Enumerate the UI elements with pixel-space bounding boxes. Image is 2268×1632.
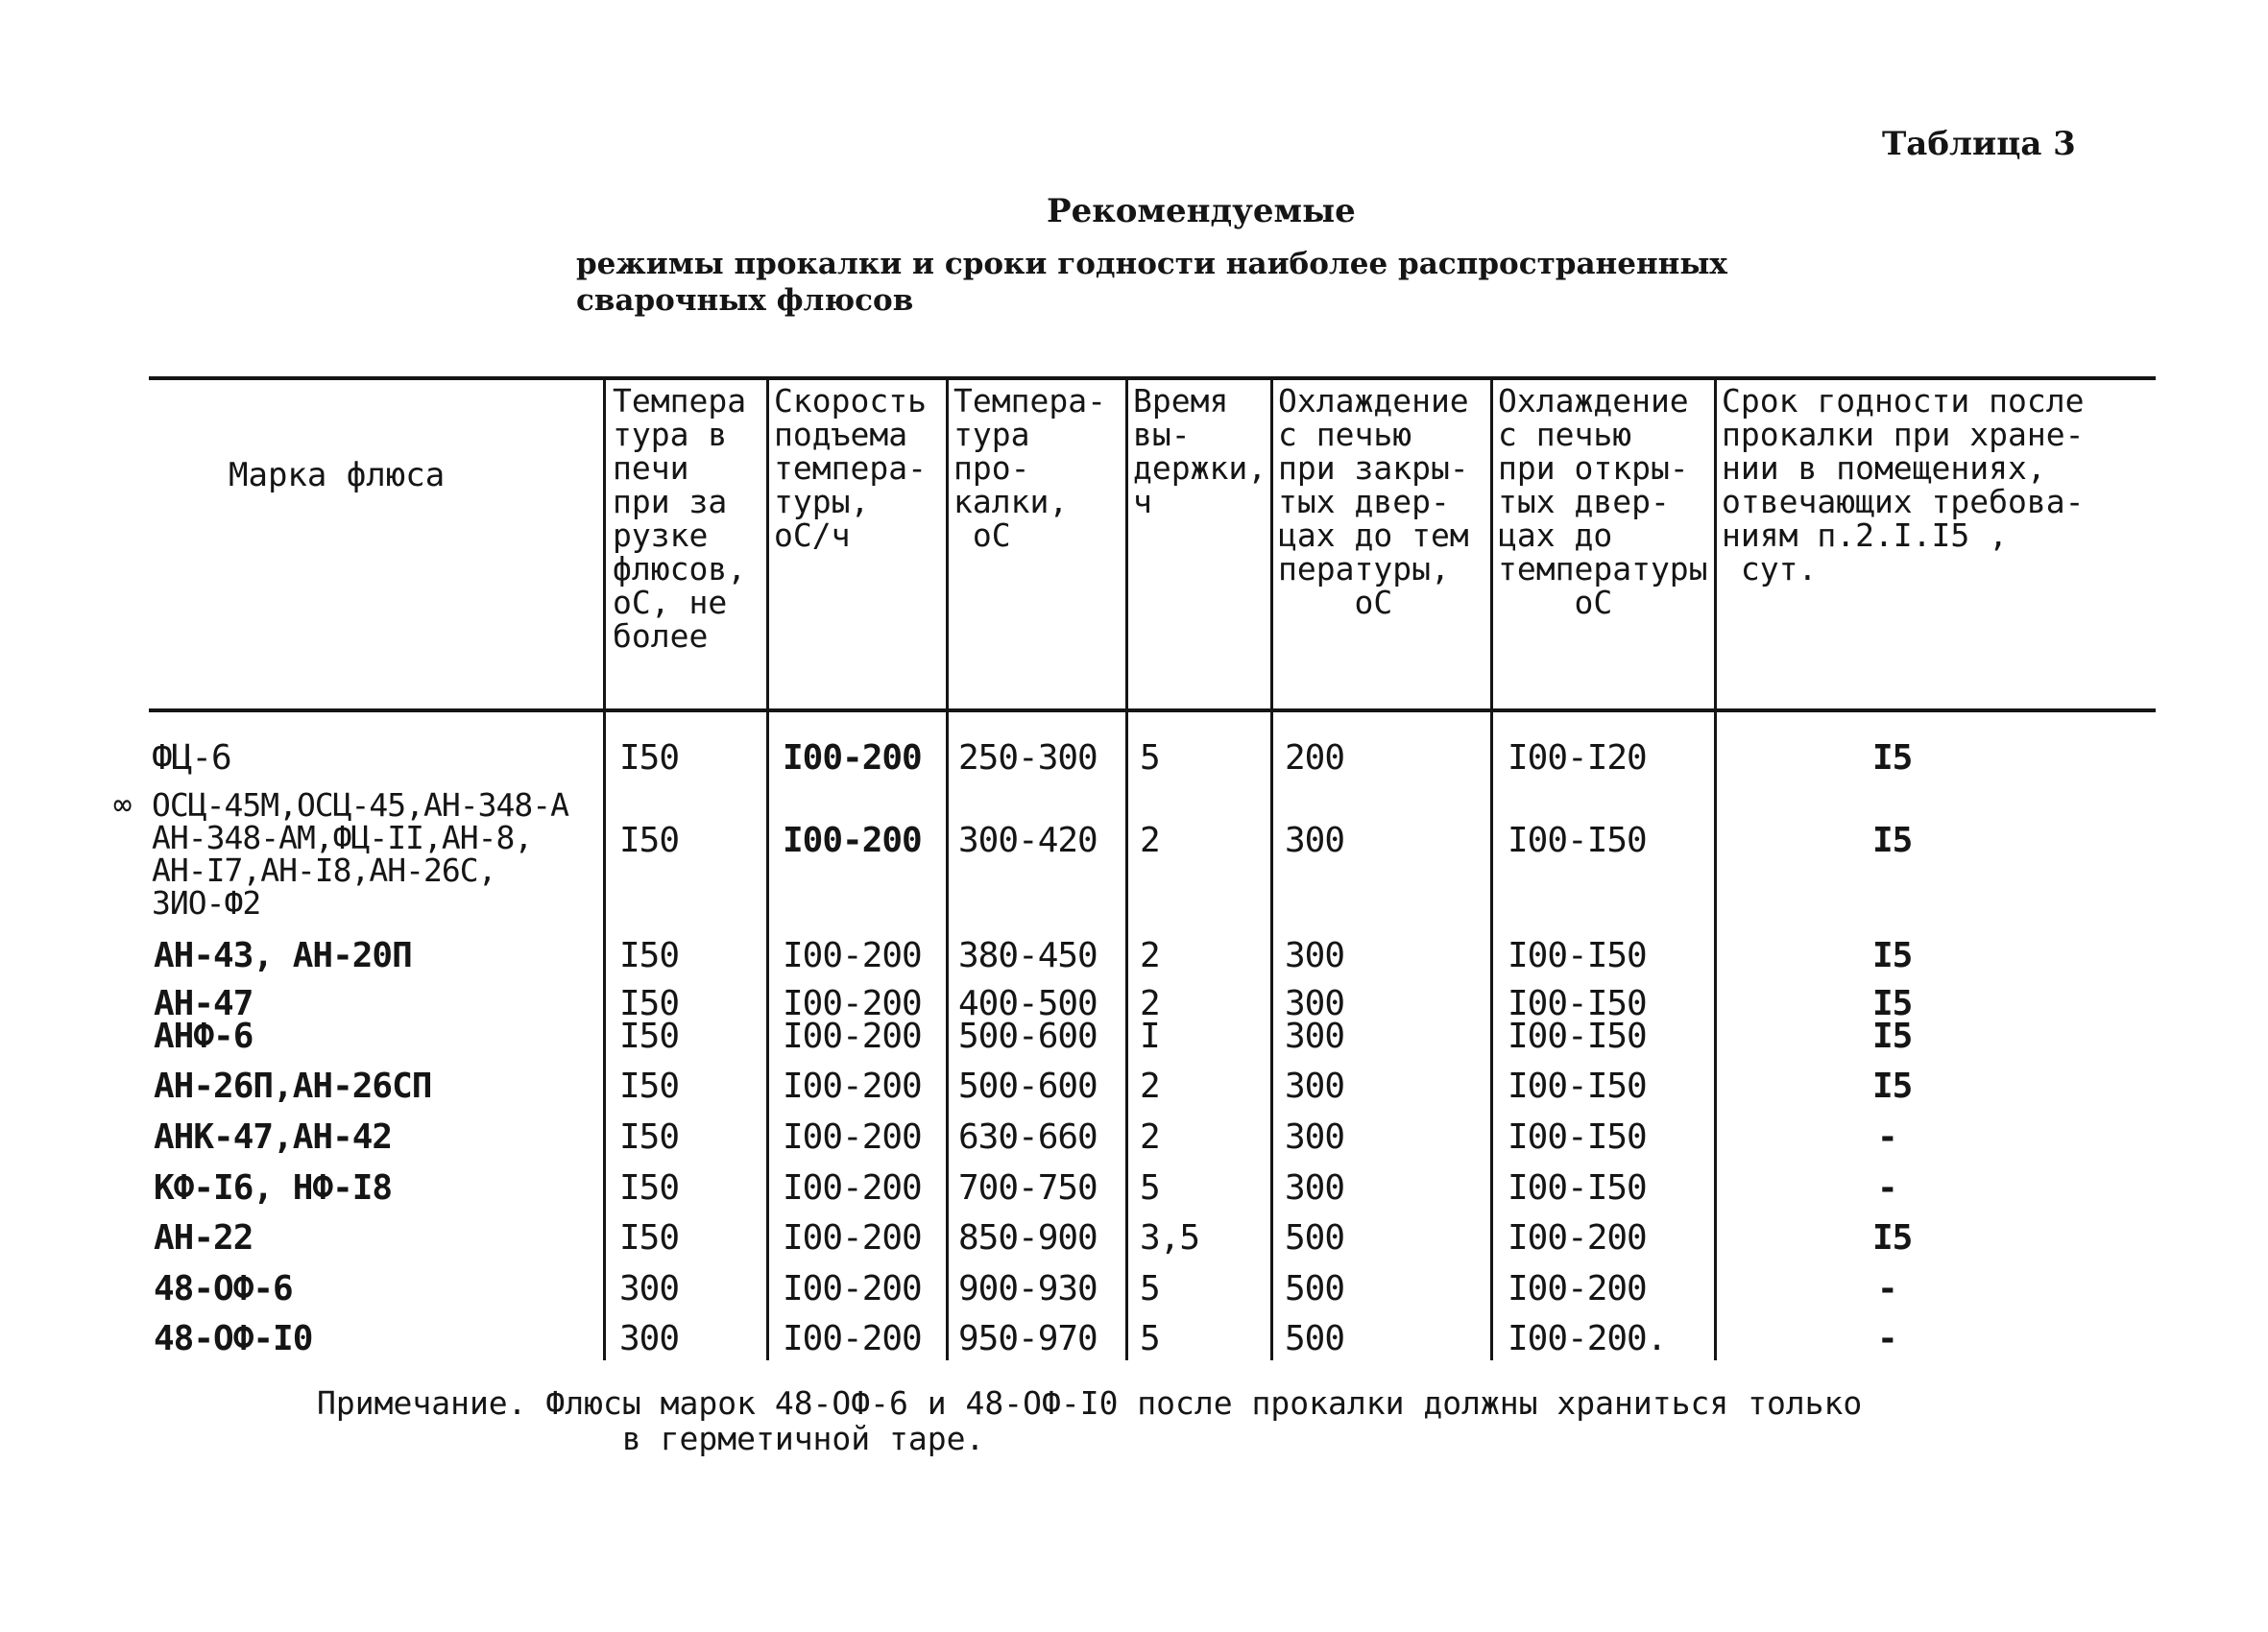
cell-shelf: I5 [1872,1067,1913,1106]
header-shelf-life: Срок годности после прокалки при хране- нии в помещениях, отвечающих требова- ниям п.2.I.I5 , сут. [1722,382,2085,588]
cell-load-temp: 300 [619,1319,680,1358]
cell-shelf: - [1877,1319,1897,1358]
cell-rate: I00-200 [783,1269,922,1308]
cell-cool-open: I00-I50 [1508,984,1647,1023]
cell-shelf: I5 [1872,821,1913,860]
header-cooling-closed: Охлаждение с печью при закры- тых двер- цах до тем пературы, oC [1278,382,1469,621]
cell-load-temp: I50 [619,1067,680,1106]
cell-rate: I00-200 [783,984,922,1023]
cell-cool-open: I00-I50 [1508,1168,1647,1208]
cell-calc-temp: 950-970 [958,1319,1098,1358]
cell-load-temp: I50 [619,738,680,778]
cell-rate: I00-200 [783,1017,922,1056]
cell-cool-open: I00-200 [1508,1269,1647,1308]
cell-shelf: I5 [1872,738,1913,778]
cell-flux: АН-47 [154,984,253,1023]
column-divider [1490,376,1493,1360]
cell-calc-temp: 850-900 [958,1218,1098,1258]
cell-hold: 3,5 [1140,1218,1200,1258]
cell-cool-closed: 300 [1285,984,1345,1023]
cell-cool-open: I00-I50 [1508,1067,1647,1106]
cell-cool-closed: 500 [1285,1218,1345,1258]
cell-rate: I00-200 [783,738,922,778]
cell-calc-temp: 500-600 [958,1067,1098,1106]
cell-load-temp: 300 [619,1269,680,1308]
cell-cool-closed: 300 [1285,1067,1345,1106]
cell-rate: I00-200 [783,936,922,975]
column-divider [766,376,769,1360]
header-cooling-open: Охлаждение с печью при откры- тых двер- цах до температуры oC [1498,382,1708,621]
table-subtitle [576,246,1824,319]
cell-shelf: I5 [1872,936,1913,975]
cell-hold: 5 [1140,1319,1160,1358]
header-hold-time: Время вы- держки, ч [1133,382,1267,520]
cell-flux: КФ-I6, НФ-I8 [154,1168,393,1208]
cell-hold: 2 [1140,984,1160,1023]
header-flux-grade: Марка флюса [229,456,446,494]
cell-hold: I [1140,1017,1160,1056]
header-bottom-rule [149,708,2156,712]
column-divider [1125,376,1128,1360]
cell-shelf: I5 [1872,1218,1913,1258]
table-top-rule [149,376,2156,380]
cell-cool-open: I00-200 [1508,1218,1647,1258]
header-calcination-temperature: Темпера- тура про- калки, oC [953,382,1106,554]
table-title: Рекомендуемые [1047,192,1356,230]
cell-hold: 5 [1140,1168,1160,1208]
cell-rate: I00-200 [783,1117,922,1157]
cell-shelf: I5 [1872,1017,1913,1056]
cell-shelf: - [1877,1117,1897,1157]
margin-mark: ∞ [113,786,132,823]
subtitle-line-2: сварочных флюсов [576,283,914,318]
cell-rate: I00-200 [783,1168,922,1208]
cell-shelf: I5 [1872,984,1913,1023]
cell-flux: 48-ОФ-I0 [154,1319,313,1358]
header-load-temperature: Темпера тура в печи при за рузке флюсов, oC, не более [613,382,747,655]
cell-cool-open: I00-I50 [1508,821,1647,860]
cell-load-temp: I50 [619,821,680,860]
cell-load-temp: I50 [619,1017,680,1056]
column-divider [1270,376,1273,1360]
cell-cool-closed: 500 [1285,1269,1345,1308]
cell-load-temp: I50 [619,984,680,1023]
cell-cool-open: I00-I20 [1508,738,1647,778]
cell-rate: I00-200 [783,1319,922,1358]
cell-calc-temp: 300-420 [958,821,1098,860]
cell-rate: I00-200 [783,821,922,860]
cell-cool-open: I00-200. [1508,1319,1667,1358]
cell-hold: 5 [1140,738,1160,778]
cell-calc-temp: 380-450 [958,936,1098,975]
subtitle-line-1: режимы прокалки и сроки годности наиболее распространенных [576,247,1727,281]
table-number-label: Таблица 3 [1882,125,2076,163]
cell-cool-closed: 300 [1285,1017,1345,1056]
cell-hold: 2 [1140,936,1160,975]
cell-cool-closed: 300 [1285,821,1345,860]
cell-rate: I00-200 [783,1067,922,1106]
cell-cool-closed: 300 [1285,936,1345,975]
cell-load-temp: I50 [619,936,680,975]
cell-flux: ФЦ-6 [152,738,231,778]
cell-cool-closed: 200 [1285,738,1345,778]
header-heating-rate: Скорость подъема темпера- туры, oC/ч [774,382,927,554]
cell-load-temp: I50 [619,1117,680,1157]
cell-load-temp: I50 [619,1218,680,1258]
cell-hold: 2 [1140,1117,1160,1157]
cell-cool-open: I00-I50 [1508,1117,1647,1157]
cell-cool-closed: 500 [1285,1319,1345,1358]
cell-calc-temp: 630-660 [958,1117,1098,1157]
cell-calc-temp: 400-500 [958,984,1098,1023]
cell-shelf: - [1877,1269,1897,1308]
cell-flux: АН-22 [154,1218,253,1258]
column-divider [603,376,606,1360]
cell-flux: АНК-47,АН-42 [154,1117,393,1157]
cell-flux: АНФ-6 [154,1017,253,1056]
cell-hold: 2 [1140,1067,1160,1106]
cell-rate: I00-200 [783,1218,922,1258]
cell-cool-open: I00-I50 [1508,1017,1647,1056]
cell-load-temp: I50 [619,1168,680,1208]
cell-cool-open: I00-I50 [1508,936,1647,975]
cell-cool-closed: 300 [1285,1168,1345,1208]
column-divider [1714,376,1717,1360]
cell-calc-temp: 900-930 [958,1269,1098,1308]
cell-calc-temp: 250-300 [958,738,1098,778]
cell-flux: АН-43, АН-20П [154,936,412,975]
cell-flux: 48-ОФ-6 [154,1269,293,1308]
table-note: Примечание. Флюсы марок 48-ОФ-6 и 48-ОФ-I0 после прокалки должны храниться только в герметичной таре. [317,1384,1863,1457]
cell-hold: 5 [1140,1269,1160,1308]
column-divider [946,376,949,1360]
cell-hold: 2 [1140,821,1160,860]
cell-flux: ОСЦ-45М,ОСЦ-45,АН-348-А АН-348-АМ,ФЦ-II,АН-8, АН-I7,АН-I8,АН-26С, ЗИО-Ф2 [152,786,568,922]
cell-shelf: - [1877,1168,1897,1208]
cell-calc-temp: 700-750 [958,1168,1098,1208]
cell-cool-closed: 300 [1285,1117,1345,1157]
cell-flux: АН-26П,АН-26СП [154,1067,432,1106]
cell-calc-temp: 500-600 [958,1017,1098,1056]
